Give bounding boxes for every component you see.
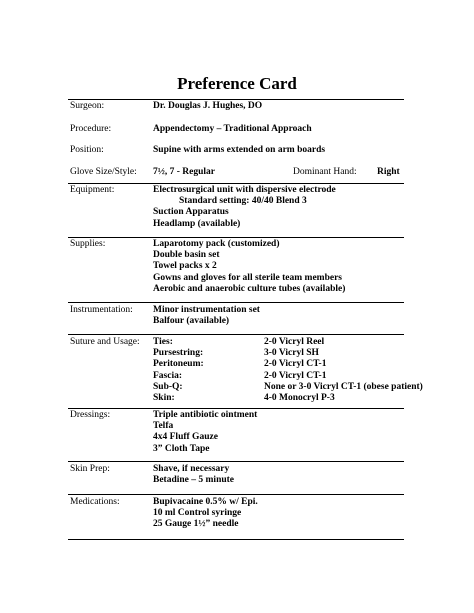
section-divider: [68, 408, 404, 409]
suture-site: Peritoneum:: [153, 359, 204, 370]
skin-prep-list: [153, 464, 234, 486]
position-value: Supine with arms extended on arm boards: [153, 145, 326, 155]
suture-site: Skin:: [153, 392, 175, 403]
supplies-item: Gowns and gloves for all sterile team members: [153, 272, 343, 283]
suture-material: 3-0 Vicryl SH: [264, 348, 319, 359]
dressings-item: 3” Cloth Tape: [153, 443, 210, 454]
instrumentation-item: Balfour (available): [153, 316, 230, 327]
equipment-label: Equipment:: [70, 185, 115, 195]
supplies-item: Laparotomy pack (customized): [153, 239, 280, 249]
dressings-item: Telfa: [153, 421, 174, 432]
medications-label: Medications:: [70, 497, 120, 507]
suture-material: 4-0 Monocryl P-3: [264, 392, 335, 403]
section-divider: [68, 494, 404, 495]
dominant-hand-value: Right: [377, 167, 400, 177]
dressings-item: 4x4 Fluff Gauze: [153, 432, 218, 443]
position-label: Position:: [70, 145, 104, 155]
suture-site: Fascia:: [153, 370, 183, 381]
medications-item: Bupivacaine 0.5% w/ Epi.: [153, 497, 258, 507]
surgeon-value: Dr. Douglas J. Hughes, DO: [153, 101, 263, 111]
section-divider: [68, 237, 404, 238]
suture-site: Pursestring:: [153, 348, 204, 359]
dominant-hand-label: Dominant Hand:: [293, 167, 357, 177]
medications-item: 25 Gauge 1½” needle: [153, 519, 239, 530]
dressings-label: Dressings:: [70, 410, 111, 420]
surgeon-label: Surgeon:: [70, 101, 105, 111]
section-divider: [68, 461, 404, 462]
procedure-value: Appendectomy – Traditional Approach: [153, 124, 312, 134]
skin-prep-label: Skin Prep:: [70, 464, 110, 474]
equipment-list: [153, 185, 336, 230]
glove-size-label: Glove Size/Style:: [70, 167, 137, 177]
section-divider: [68, 334, 404, 335]
skin-prep-item: Betadine – 5 minute: [153, 475, 235, 486]
dressings-item: Triple antibiotic ointment: [153, 410, 258, 420]
skin-prep-item: Shave, if necessary: [153, 464, 230, 474]
section-divider: [68, 99, 404, 100]
instrumentation-item: Minor instrumentation set: [153, 305, 260, 315]
section-divider: [68, 183, 404, 184]
supplies-item: Towel packs x 2: [153, 261, 217, 272]
medications-list: [153, 497, 258, 531]
equipment-item: Suction Apparatus: [153, 207, 229, 218]
supplies-item: Aerobic and anaerobic culture tubes (available): [153, 283, 346, 294]
suture-label: Suture and Usage:: [70, 337, 140, 347]
medications-item: 10 ml Control syringe: [153, 508, 242, 519]
instrumentation-label: Instrumentation:: [70, 305, 133, 315]
section-divider: [68, 539, 404, 540]
equipment-item: Standard setting: 40/40 Blend 3: [179, 196, 307, 207]
suture-site: Sub-Q:: [153, 381, 183, 392]
page-title: Preference Card: [177, 74, 297, 93]
dressings-list: [153, 410, 257, 455]
supplies-list: [153, 239, 345, 295]
equipment-item: Headlamp (available): [153, 218, 241, 229]
glove-size-value: 7½, 7 - Regular: [153, 167, 216, 177]
suture-site: Ties:: [153, 337, 173, 347]
equipment-item: Electrosurgical unit with dispersive electrode: [153, 185, 336, 195]
suture-material: 2-0 Vicryl CT-1: [264, 359, 327, 370]
supplies-label: Supplies:: [70, 239, 106, 249]
supplies-item: Double basin set: [153, 250, 220, 261]
instrumentation-list: [153, 305, 260, 327]
suture-material: 2-0 Vicryl CT-1: [264, 370, 327, 381]
procedure-label: Procedure:: [70, 124, 112, 134]
suture-material: 2-0 Vicryl Reel: [264, 337, 325, 347]
section-divider: [68, 302, 404, 303]
suture-material: None or 3-0 Vicryl CT-1 (obese patient): [264, 381, 423, 392]
